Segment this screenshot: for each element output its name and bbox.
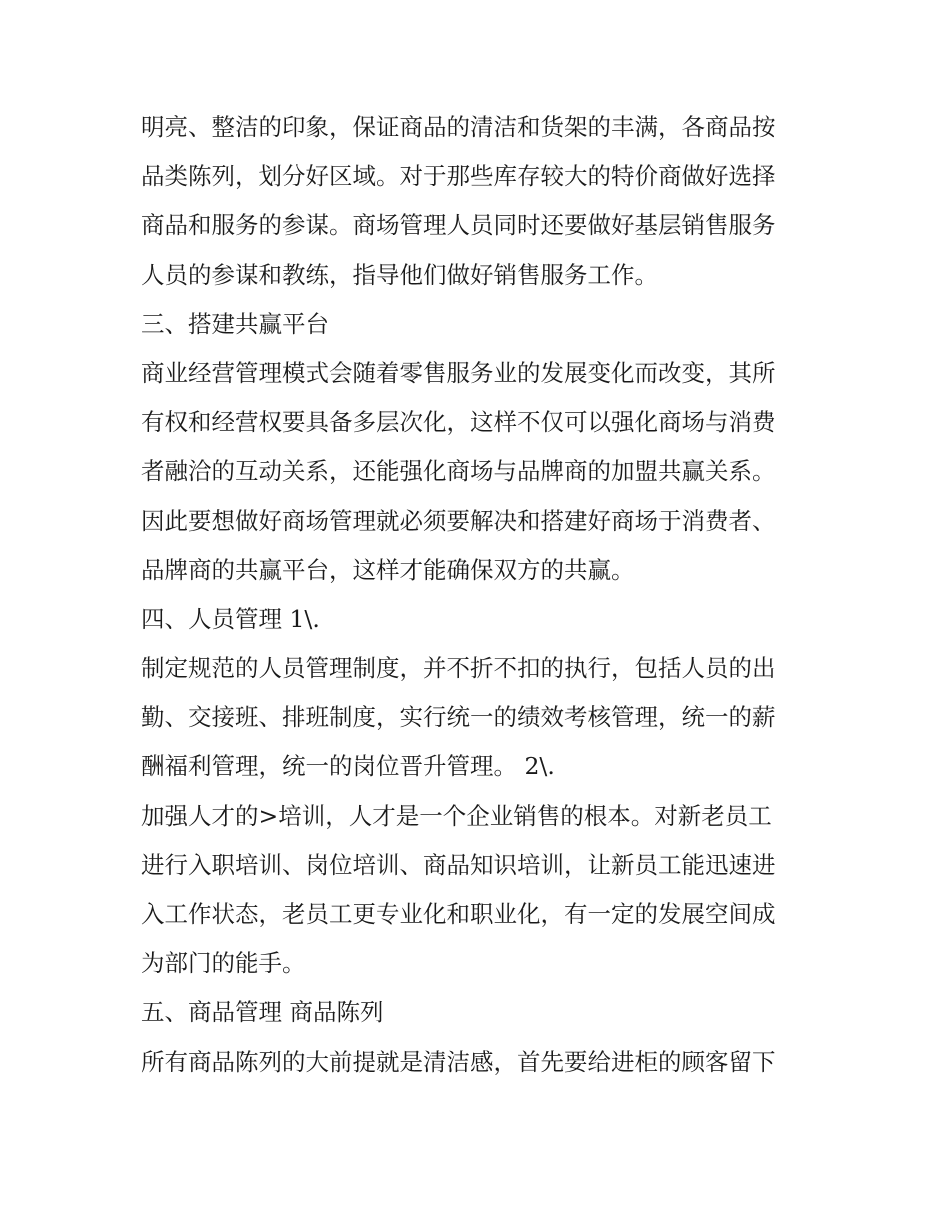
section-heading-4: 四、人员管理 1\. [141,604,320,633]
body-text-line: 商品和服务的参谋。商场管理人员同时还要做好基层销售服务 [141,211,776,240]
document-body [141,103,831,1087]
body-text-line: 明亮、整洁的印象，保证商品的清洁和货架的丰满，各商品按 [141,113,776,141]
body-text-line: 品类陈列，划分好区域。对于那些库存较大的特价商做好选择 [141,162,776,191]
body-text-line: 酬福利管理，统一的岗位晋升管理。 2\. [141,752,555,781]
body-text-line: 人员的参谋和教练，指导他们做好销售服务工作。 [141,260,658,289]
body-text-line: 者融洽的互动关系，还能强化商场与品牌商的加盟共赢关系。 [141,457,776,486]
body-text-line: 进行入职培训、岗位培训、商品知识培训，让新员工能迅速进 [141,850,776,879]
body-text-line: 为部门的能手。 [141,949,306,978]
body-text-line: 勤、交接班、排班制度，实行统一的绩效考核管理，统一的薪 [141,703,776,732]
body-text-line: 品牌商的共赢平台，这样才能确保双方的共赢。 [141,555,635,584]
body-text-line: 所有商品陈列的大前提就是清洁感，首先要给进柜的顾客留下 [141,1047,776,1076]
body-text-line: 商业经营管理模式会随着零售服务业的发展变化而改变，其所 [141,358,776,387]
body-text-line: 有权和经营权要具备多层次化，这样不仅可以强化商场与消费 [141,408,776,437]
body-text-line: 制定规范的人员管理制度，并不折不扣的执行，包括人员的出 [141,654,776,683]
body-text-line: 入工作状态，老员工更专业化和职业化，有一定的发展空间成 [141,900,776,928]
body-text-line: 因此要想做好商场管理就必须要解决和搭建好商场于消费者、 [141,506,776,535]
body-text-line: 加强人才的>培训，人才是一个企业销售的根本。对新老员工 [141,801,772,830]
section-heading-3: 三、搭建共赢平台 [141,309,329,338]
section-heading-5: 五、商品管理 商品陈列 [141,998,384,1027]
